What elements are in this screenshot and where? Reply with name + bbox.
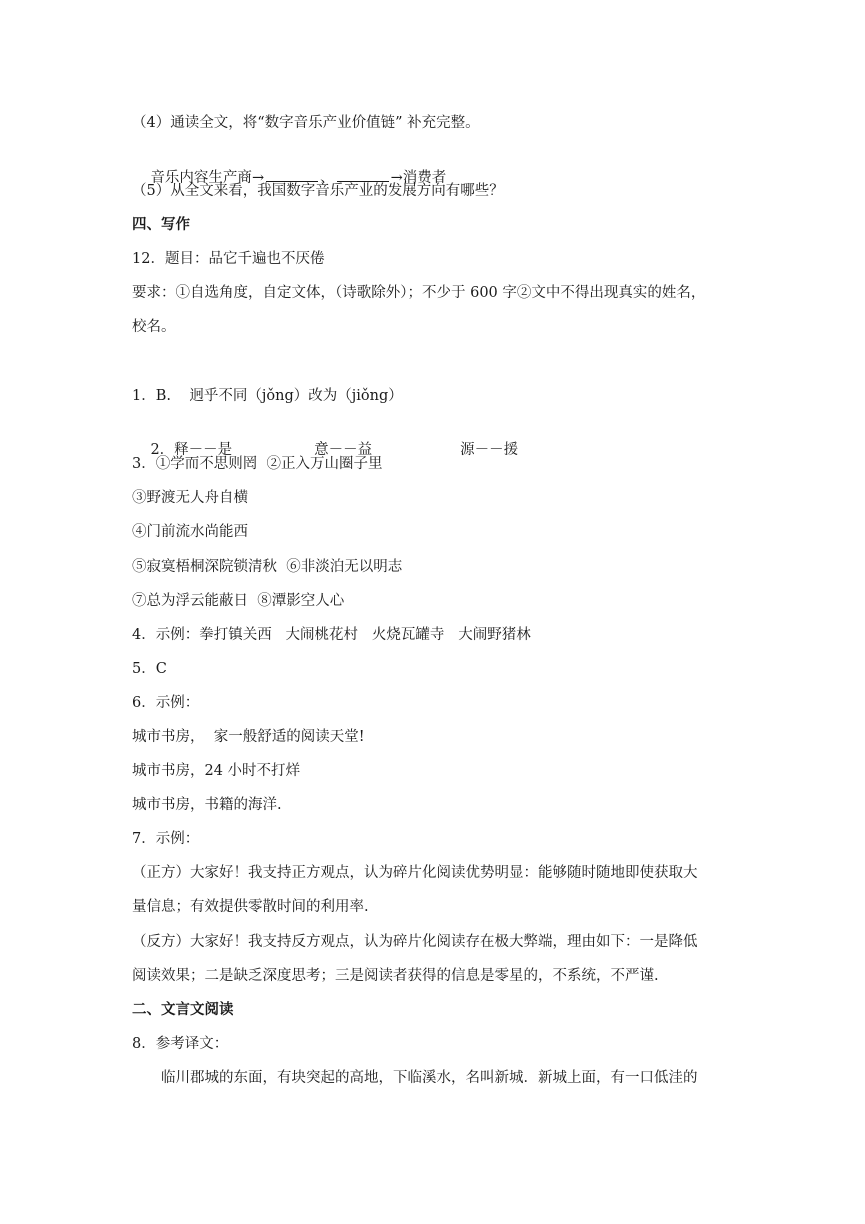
answer-3-line-1: 3．①学而不思则罔 ②正入万山圈子里	[132, 456, 383, 472]
answer-7-con-cont: 阅读效果；二是缺乏深度思考；三是阅读者获得的信息是零星的，不系统，不严谨.	[132, 968, 659, 984]
section-heading-classical: 二、文言文阅读	[132, 1001, 234, 1018]
question-5: （5）从全文来看，我国数字音乐产业的发展方向有哪些？	[132, 183, 504, 199]
answer-4: 4．示例：拳打镇关西 大闹桃花村 火烧瓦罐寺 大闹野猪林	[132, 627, 531, 643]
answer-7-pro-cont: 量信息；有效提供零散时间的利用率.	[132, 899, 369, 915]
answer-3-line-2: ③野渡无人舟自横	[132, 490, 248, 506]
answer-7-pro: （正方）大家好！我支持正方观点，认为碎片化阅读优势明显：能够随时随地即使获取大	[132, 865, 698, 881]
chain-start: 音乐内容生产商	[150, 170, 252, 186]
answer-5: 5．C	[132, 661, 167, 677]
answer-2-part-3: 源－－援	[460, 442, 519, 458]
answer-3-line-3: ④门前流水尚能西	[132, 524, 248, 540]
answer-7-con: （反方）大家好！我支持反方观点，认为碎片化阅读存在极大弊端，理由如下：一是降低	[132, 934, 698, 950]
answer-7: 7．示例：	[132, 831, 200, 847]
section-heading-writing: 四、写作	[132, 216, 190, 233]
answer-6-example-1: 城市书房， 家一般舒适的阅读天堂!	[132, 729, 365, 745]
arrow-icon: →	[251, 170, 265, 186]
writing-requirements-cont: 校名。	[132, 319, 176, 335]
answer-2-part-1: 2．释－－是	[150, 442, 233, 458]
answer-1: 1．B. 迥乎不同（jǒng）改为（jiǒng）	[132, 388, 403, 404]
chain-end: 消费者	[402, 170, 447, 186]
chain-separator: 、	[320, 170, 335, 186]
answer-6-example-3: 城市书房，书籍的海洋.	[132, 797, 282, 813]
answer-3-line-5: ⑦总为浮云能蔽日 ⑧潭影空人心	[132, 593, 345, 609]
arrow-icon: →	[390, 170, 403, 186]
translation-paragraph: 临川郡城的东面，有块突起的高地，下临溪水，名叫新城．新城上面，有一口低洼的	[161, 1070, 698, 1086]
answer-6-example-2: 城市书房，24 小时不打烊	[132, 763, 301, 779]
answer-blank-1[interactable]	[266, 167, 318, 182]
answer-blank-2[interactable]	[337, 167, 389, 182]
answer-8: 8．参考译文：	[132, 1036, 229, 1052]
question-12: 12．题目：品它千遍也不厌倦	[132, 251, 325, 267]
writing-requirements: 要求：①自选角度，自定文体，（诗歌除外）；不少于 600 字②文中不得出现真实的姓名，	[132, 285, 706, 301]
answer-6: 6．示例：	[132, 695, 200, 711]
answer-3-line-4: ⑤寂寞梧桐深院锁清秋 ⑥非淡泊无以明志	[132, 559, 403, 575]
question-4: （4）通读全文，将“数字音乐产业价值链” 补充完整。	[132, 115, 480, 131]
answer-2-part-2: 意－－益	[314, 442, 373, 458]
